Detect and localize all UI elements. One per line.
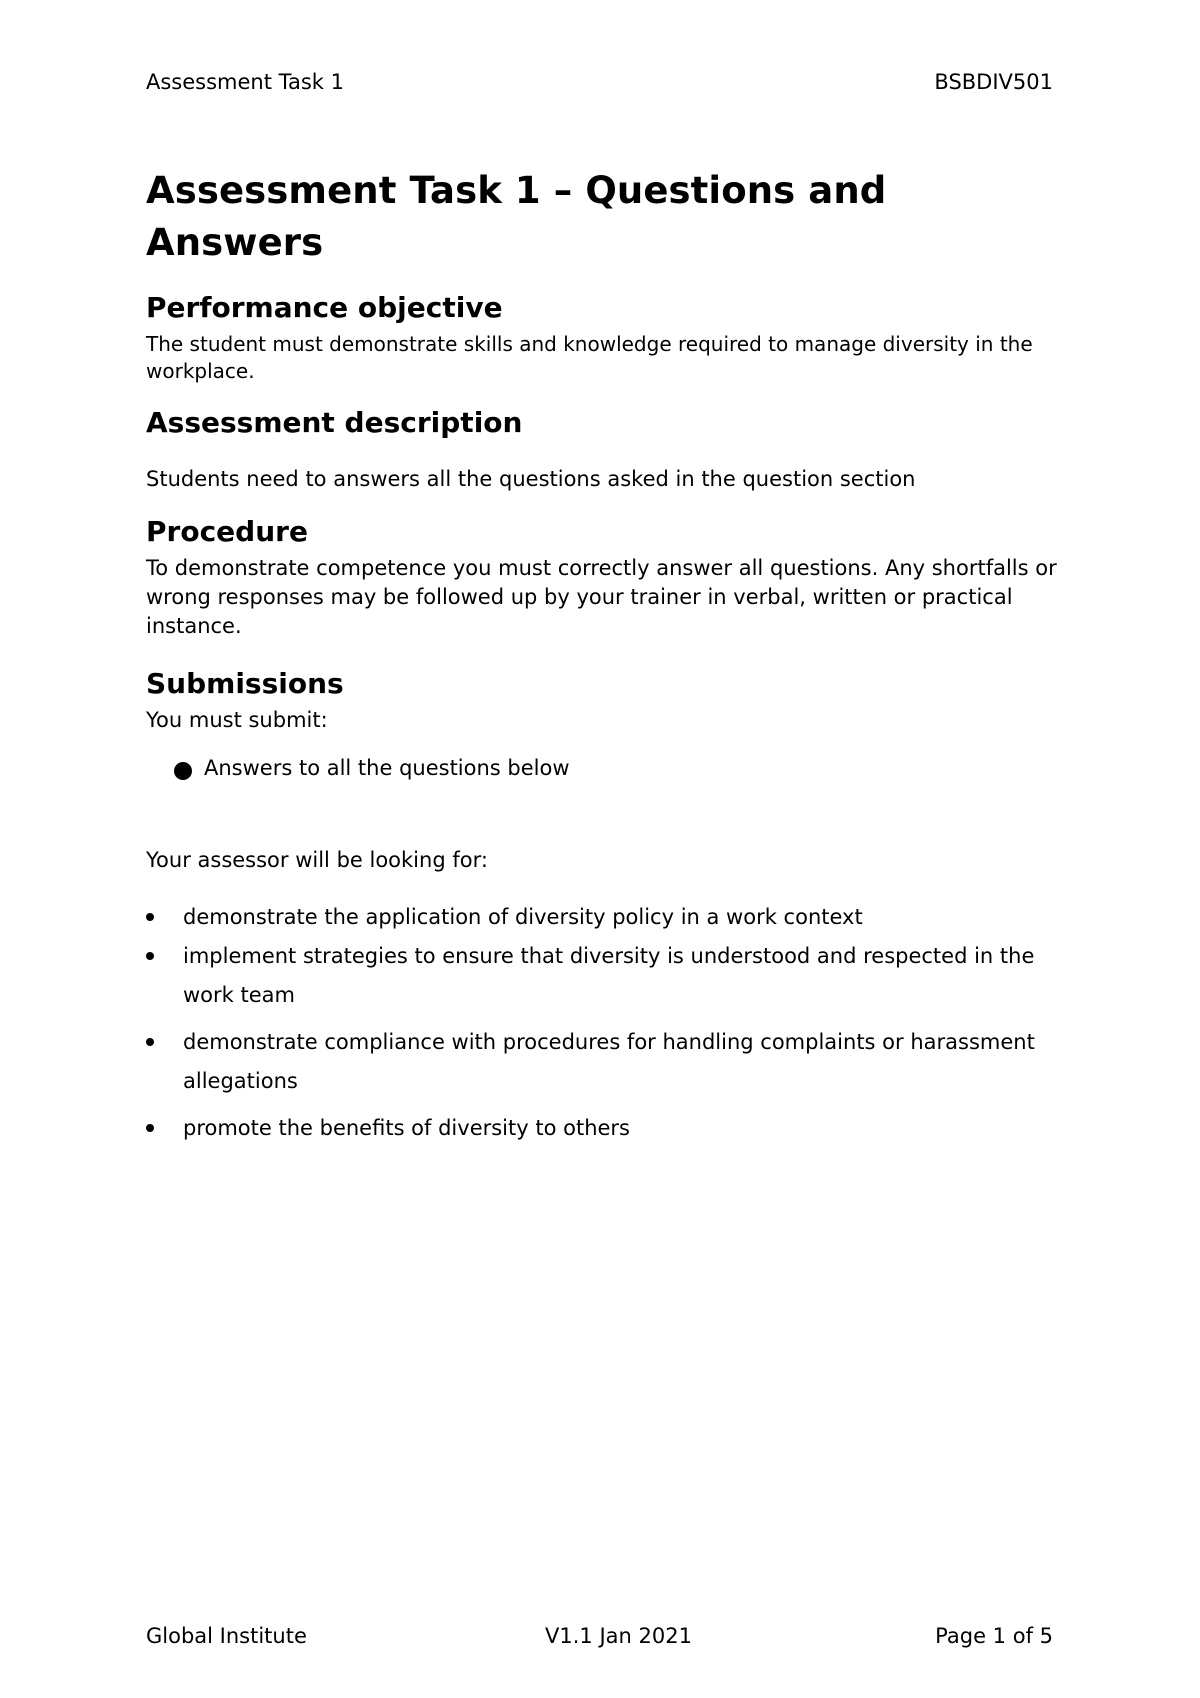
- bullet-icon: [174, 762, 192, 780]
- criteria-item-text: implement strategies to ensure that diversity is understood and respected in the work team: [183, 944, 1035, 1007]
- list-item: [146, 898, 1066, 937]
- bullet-icon: [146, 1038, 154, 1046]
- bullet-icon: [146, 1124, 154, 1132]
- footer-center: V1.1 Jan 2021: [545, 1624, 692, 1648]
- bullet-icon: [146, 913, 154, 921]
- submissions-heading: Submissions: [146, 667, 344, 700]
- header-left: Assessment Task 1: [146, 70, 345, 94]
- list-item: [174, 754, 1066, 783]
- performance-objective-text: The student must demonstrate skills and knowledge required to manage diversity in the workplace.: [146, 332, 1033, 383]
- assessor-criteria-list: [146, 898, 1066, 1148]
- procedure-text: To demonstrate competence you must correctly answer all questions. Any shortfalls or wrong responses may be followed up by your trainer in verbal, written or practical instance.: [146, 556, 1057, 638]
- criteria-item-text: promote the benefits of diversity to others: [183, 1116, 630, 1140]
- assessment-description-heading: Assessment description: [146, 406, 523, 439]
- list-item: [146, 1023, 1066, 1101]
- procedure-heading: Procedure: [146, 515, 308, 548]
- assessor-intro: Your assessor will be looking for:: [146, 848, 488, 872]
- main-content: [146, 165, 1066, 1148]
- submissions-list: [146, 754, 1066, 783]
- list-item: [146, 1109, 1066, 1148]
- assessment-description-text: Students need to answers all the questions asked in the question section: [146, 467, 916, 491]
- performance-objective-heading: Performance objective: [146, 291, 503, 324]
- header-right: BSBDIV501: [934, 70, 1053, 94]
- page-title: Assessment Task 1 – Questions and Answers: [146, 169, 887, 264]
- footer-left: Global Institute: [146, 1624, 307, 1648]
- submissions-intro: You must submit:: [146, 708, 328, 732]
- list-item: [146, 937, 1066, 1015]
- bullet-icon: [146, 952, 154, 960]
- footer-right: Page 1 of 5: [935, 1624, 1053, 1648]
- criteria-item-text: demonstrate the application of diversity policy in a work context: [183, 905, 863, 929]
- submission-item-text: Answers to all the questions below: [204, 756, 570, 780]
- criteria-item-text: demonstrate compliance with procedures for handling complaints or harassment allegations: [183, 1030, 1035, 1093]
